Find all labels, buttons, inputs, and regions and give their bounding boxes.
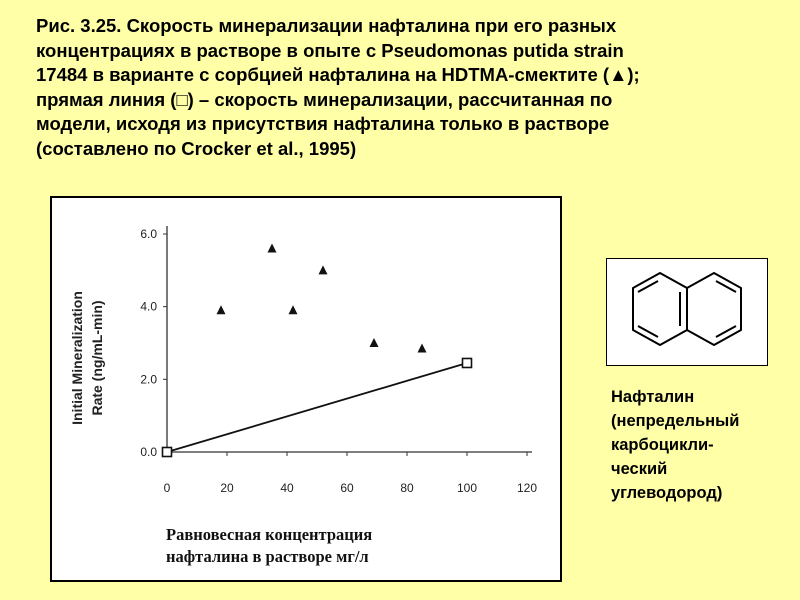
chart-panel xyxy=(50,196,562,582)
sorption-point xyxy=(217,305,226,314)
x-tick-label: 100 xyxy=(456,481,478,495)
molecule-label: Нафталин (непредельный карбоцикли- ческий углеводород) xyxy=(611,388,740,502)
model-point xyxy=(463,358,472,367)
sorption-point xyxy=(418,343,427,352)
x-axis-label: Равновесная концентрация нафталина в растворе мг/л xyxy=(166,525,373,566)
model-line xyxy=(167,363,467,452)
sorption-point xyxy=(319,265,328,274)
naphthalene-structure xyxy=(606,258,768,366)
x-tick-label: 80 xyxy=(400,481,414,495)
figure-caption: Рис. 3.25. Скорость минерализации нафталина при его разных концентрациях в растворе в опыте с Pseudomonas putida strain 17484 в варианте с сорбцией нафталина на HDTMA-смектите (▲); прямая линия (□) – скорость минерализации, рассчитанная по модели, исходя из присутствия нафталина только в растворе (составлено по Crocker et al., 1995) xyxy=(36,15,640,159)
y-axis-label: Rate (ng/mL-min) xyxy=(89,300,105,416)
x-tick-label: 20 xyxy=(220,481,234,495)
sorption-point xyxy=(268,244,277,253)
chart-plot xyxy=(52,198,560,580)
y-tick-label: 6.0 xyxy=(140,227,157,241)
sorption-point xyxy=(370,338,379,347)
x-tick-label: 60 xyxy=(340,481,354,495)
y-tick-label: 2.0 xyxy=(140,372,157,387)
y-tick-label: 0.0 xyxy=(140,445,157,459)
y-axis-label: Initial Mineralization xyxy=(69,291,85,425)
x-tick-label: 120 xyxy=(516,481,538,495)
y-tick-label: 4.0 xyxy=(140,299,157,314)
sorption-point xyxy=(289,305,298,314)
model-point xyxy=(163,448,172,457)
x-tick-label: 0 xyxy=(163,481,171,495)
x-tick-label: 40 xyxy=(280,481,294,495)
naphthalene-icon xyxy=(607,259,767,365)
